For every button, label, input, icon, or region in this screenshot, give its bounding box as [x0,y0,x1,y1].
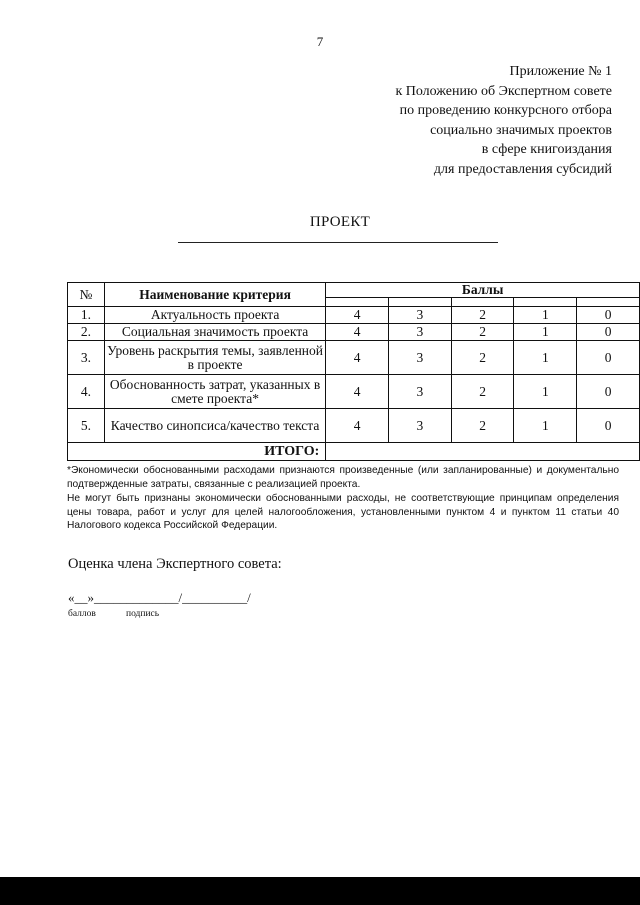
row-criterion: Актуальность проекта [104,307,325,324]
total-value [326,443,640,461]
footnotes [67,464,619,533]
score-cell: 4 [326,341,389,375]
row-num: 4. [68,375,105,409]
table-row [68,324,640,341]
score-cell: 3 [389,324,452,341]
score-cell: 2 [451,307,514,324]
score-cell: 0 [577,341,640,375]
score-blank [326,298,389,307]
expert-assessment-heading: Оценка члена Экспертного совета: [68,556,282,572]
signature-labels [68,609,159,619]
table-row [68,341,640,375]
row-criterion: Уровень раскрытия темы, заявленной в проекте [104,341,325,375]
row-criterion: Обоснованность затрат, указанных в смете проекта* [104,375,325,409]
score-cell: 2 [451,409,514,443]
score-cell: 2 [451,341,514,375]
appendix-line: к Положению об Экспертном совете [395,83,612,99]
total-label: ИТОГО: [68,443,326,461]
score-cell: 2 [451,375,514,409]
header-num: № [68,283,105,307]
points-label: баллов [68,609,96,619]
score-cell: 1 [514,409,577,443]
page-number: 7 [316,34,324,49]
title-underline [178,242,498,243]
score-cell: 3 [389,341,452,375]
appendix-line: для предоставления субсидий [433,161,612,177]
score-cell: 1 [514,375,577,409]
score-cell: 4 [326,409,389,443]
table-header-row [68,283,640,298]
score-cell: 3 [389,375,452,409]
header-scores: Баллы [326,283,640,298]
signature-line: «__»_____________/__________/ [68,590,251,605]
score-cell: 1 [514,324,577,341]
score-cell: 0 [577,324,640,341]
score-cell: 3 [389,409,452,443]
score-cell: 0 [577,409,640,443]
score-blank [577,298,640,307]
table-row [68,409,640,443]
scan-bottom-band [0,877,640,905]
row-num: 1. [68,307,105,324]
appendix-line: в сфере книгоиздания [481,142,612,157]
appendix-line: социально значимых проектов [430,122,612,138]
document-title: ПРОЕКТ [309,214,371,230]
header-criterion-name: Наименование критерия [104,283,325,307]
score-blank [514,298,577,307]
row-num: 2. [68,324,105,341]
footnote: Не могут быть признаны экономически обоснованными расходы, не соответствующие принципам определения цены товара, работ и услуг для целей налогообложения, установленными пунктом 4 и пунктом 11 статьи 40 Налогового кодекса Российской Федерации. [67,493,619,531]
criteria-table [67,282,640,461]
score-cell: 0 [577,375,640,409]
score-blank [389,298,452,307]
footnote: *Экономически обоснованными расходами признаются произведенные (или запланированные) и документально подтвержденные затраты, связанные с реализацией проекта. [67,465,619,490]
row-num: 3. [68,341,105,375]
score-cell: 0 [577,307,640,324]
row-criterion: Качество синопсиса/качество текста [104,409,325,443]
score-cell: 3 [389,307,452,324]
score-cell: 4 [326,375,389,409]
score-blank [451,298,514,307]
appendix-line: по проведению конкурсного отбора [399,103,612,118]
score-cell: 4 [326,307,389,324]
score-cell: 4 [326,324,389,341]
row-num: 5. [68,409,105,443]
signature-label: подпись [126,609,160,619]
table-row [68,307,640,324]
row-criterion: Социальная значимость проекта [104,324,325,341]
appendix-header [395,62,612,179]
total-row [68,443,640,461]
appendix-line: Приложение № 1 [509,64,612,79]
score-cell: 1 [514,341,577,375]
score-cell: 2 [451,324,514,341]
score-cell: 1 [514,307,577,324]
table-row [68,375,640,409]
